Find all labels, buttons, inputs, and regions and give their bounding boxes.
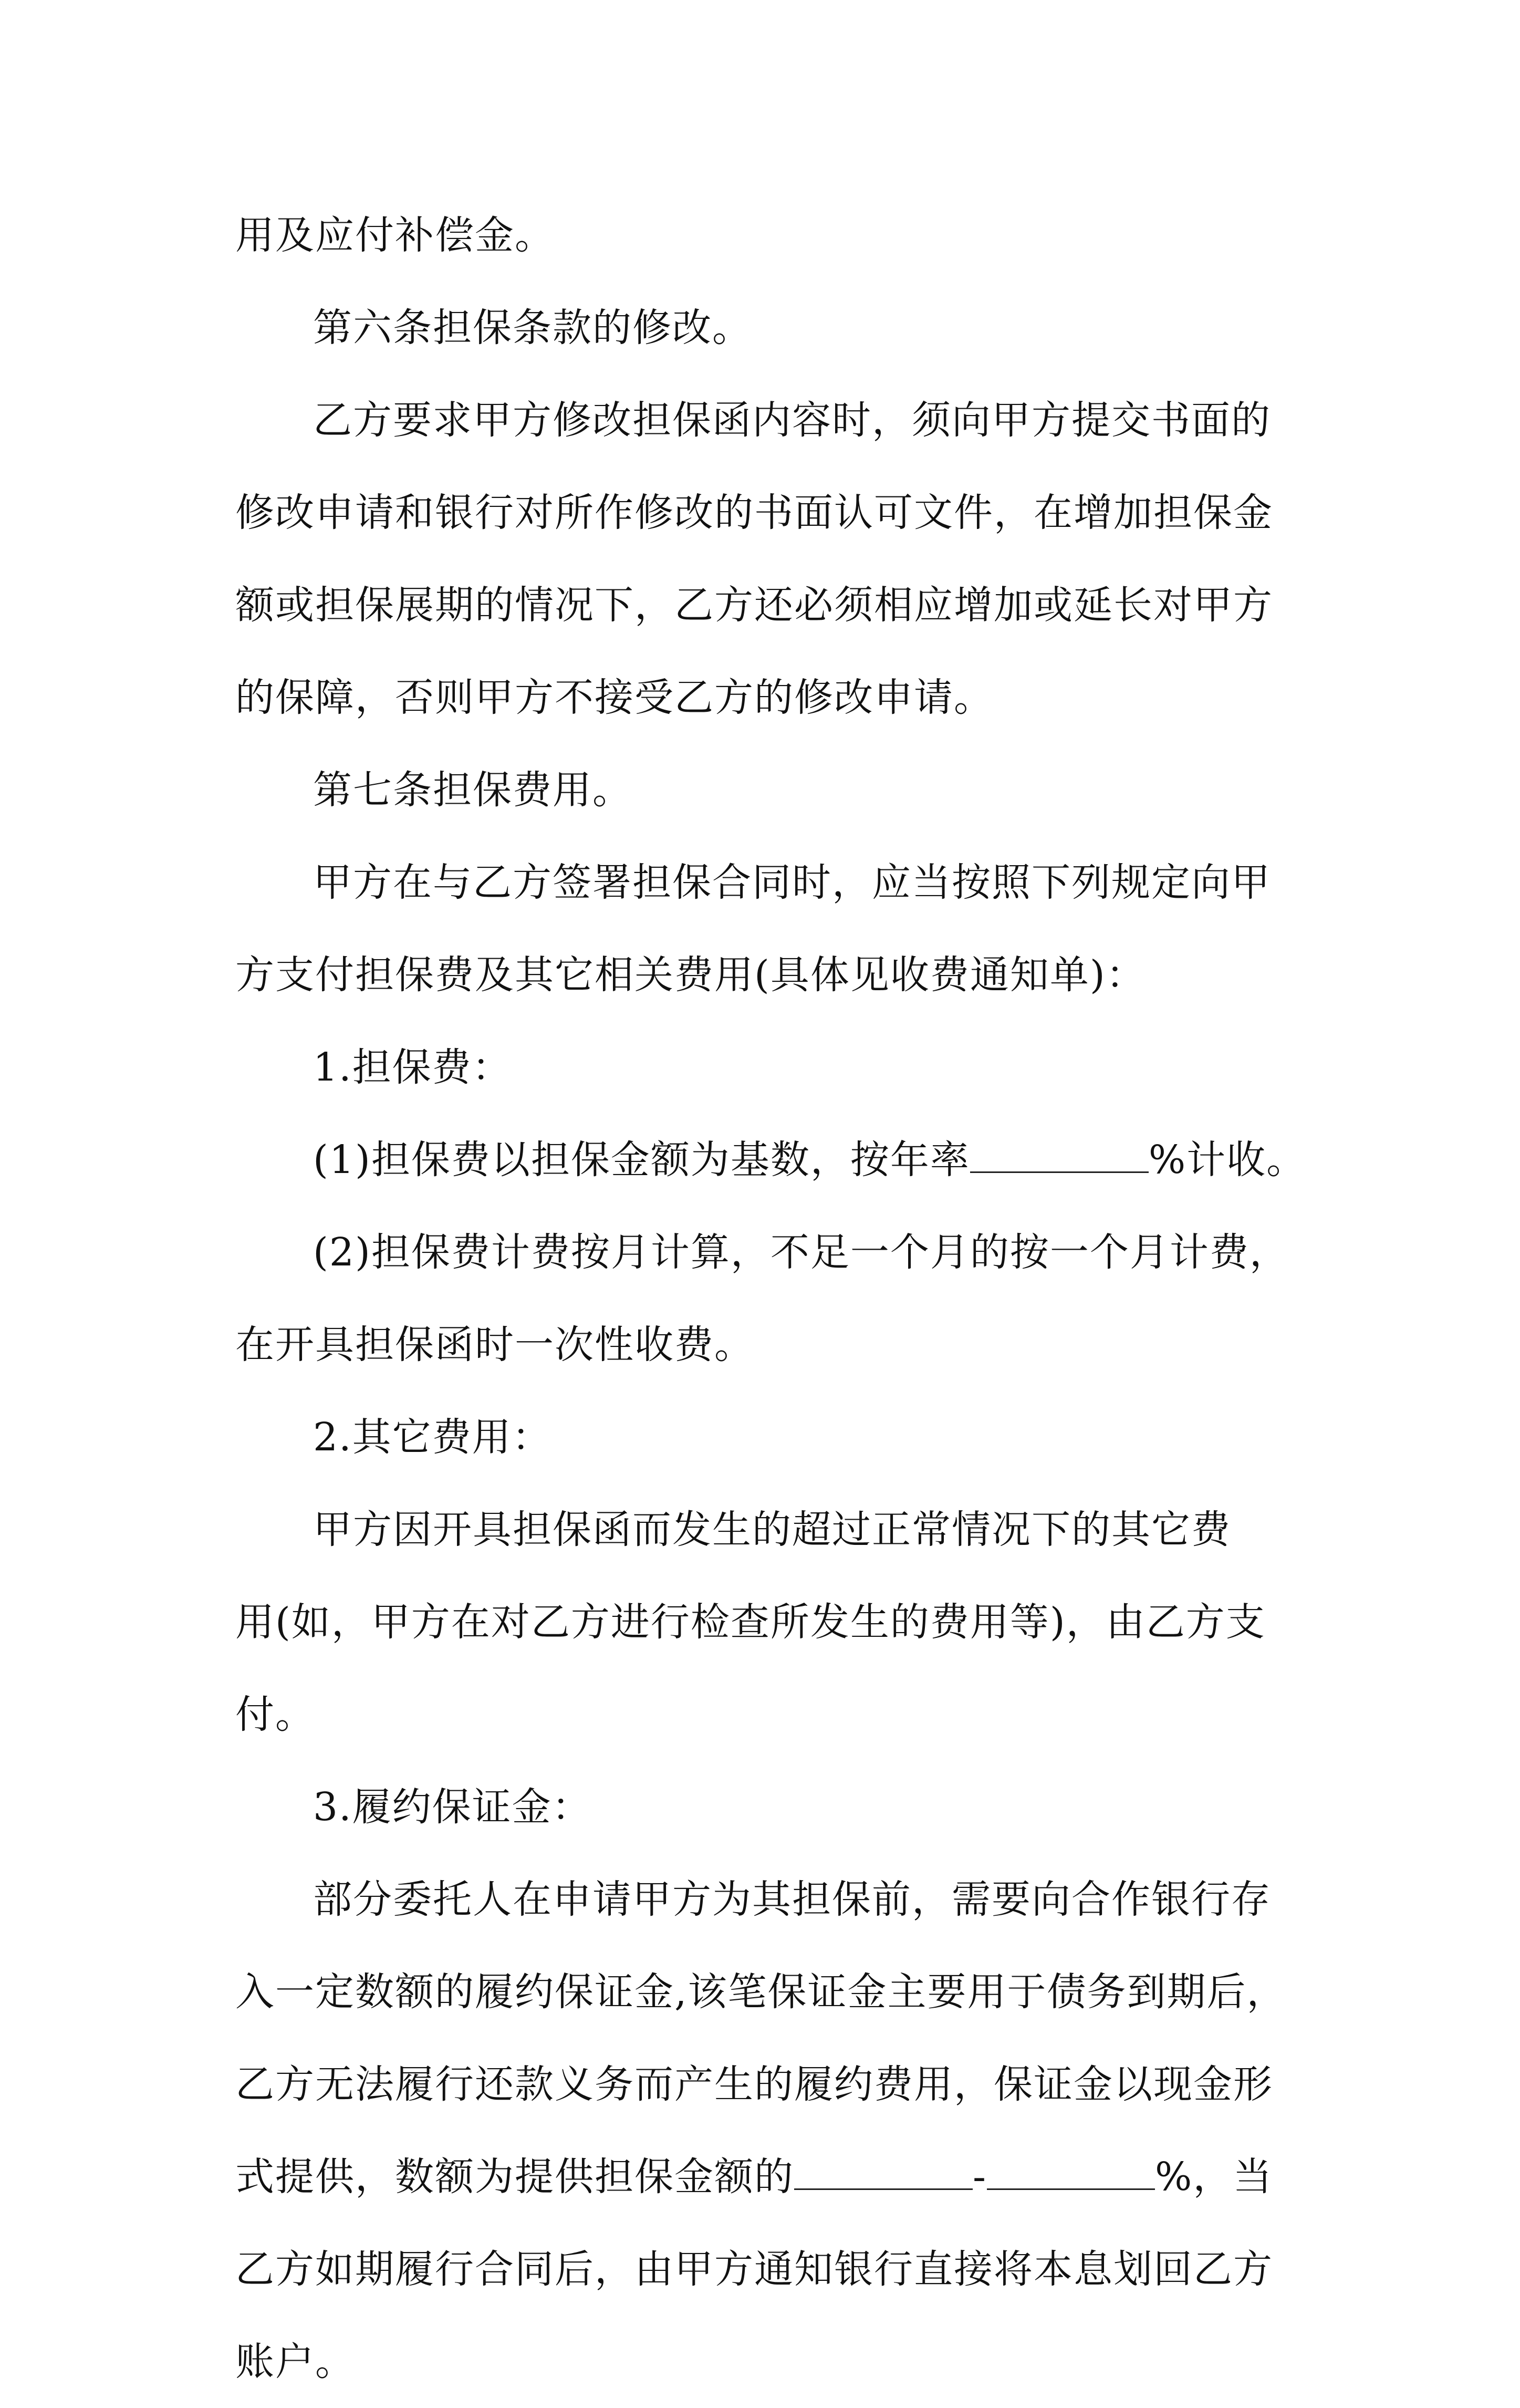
line-text: %计收。: [1148, 1137, 1307, 1182]
section-heading: 2.其它费用：: [313, 1415, 552, 1460]
paragraph-line: 用及应付补偿金。: [235, 213, 555, 258]
paragraph-line: 甲方因开具担保函而发生的超过正常情况下的其它费: [313, 1507, 1231, 1552]
annual-rate-blank: [970, 1141, 1149, 1173]
deposit-max-blank: [987, 2158, 1155, 2190]
paragraph-line: 方支付担保费及其它相关费用(具体见收费通知单)：: [235, 952, 1146, 998]
paragraph-line: [235, 2131, 1296, 2223]
section-heading: 3.履约保证金：: [313, 1784, 592, 1830]
paragraph-line: 账户。: [235, 2339, 355, 2384]
document-body: [235, 189, 1307, 2408]
paragraph-line: 乙方无法履行还款义务而产生的履约费用，保证金以现金形: [235, 2062, 1273, 2107]
paragraph-line: 用(如，甲方在对乙方进行检查所发生的费用等)，由乙方支: [235, 1600, 1266, 1645]
section-heading: 1.担保费：: [313, 1045, 512, 1090]
line-text: (1)担保费以担保金额为基数，按年率: [313, 1137, 970, 1182]
line-text: 式提供，数额为提供担保金额的: [235, 2154, 794, 2199]
paragraph-line: 部分委托人在申请甲方为其担保前，需要向合作银行存: [313, 1877, 1271, 1922]
paragraph-line: 修改申请和银行对所作修改的书面认可文件，在增加担保金: [235, 490, 1273, 535]
paragraph-line: 甲方在与乙方签署担保合同时，应当按照下列规定向甲: [313, 860, 1271, 905]
article-heading: 第六条担保条款的修改。: [313, 305, 752, 350]
article-heading: 第七条担保费用。: [313, 767, 632, 813]
paragraph-line: 付。: [235, 1692, 315, 1737]
paragraph-line: 乙方要求甲方修改担保函内容时，须向甲方提交书面的: [313, 398, 1271, 443]
paragraph-line: 的保障，否则甲方不接受乙方的修改申请。: [235, 675, 994, 720]
paragraph-line: [235, 1114, 1307, 1206]
paragraph-line: 在开具担保函时一次性收费。: [235, 1322, 754, 1367]
line-text: %，当: [1155, 2154, 1273, 2199]
paragraph-line: 入一定数额的履约保证金,该笔保证金主要用于债务到期后，: [235, 1969, 1287, 2015]
paragraph-line: 乙方如期履行合同后，由甲方通知银行直接将本息划回乙方: [235, 2247, 1273, 2292]
paragraph-line: 额或担保展期的情况下，乙方还必须相应增加或延长对甲方: [235, 583, 1273, 628]
range-dash: -: [973, 2154, 987, 2199]
deposit-min-blank: [794, 2158, 973, 2190]
paragraph-line: (2)担保费计费按月计算，不足一个月的按一个月计费，: [313, 1230, 1289, 1275]
